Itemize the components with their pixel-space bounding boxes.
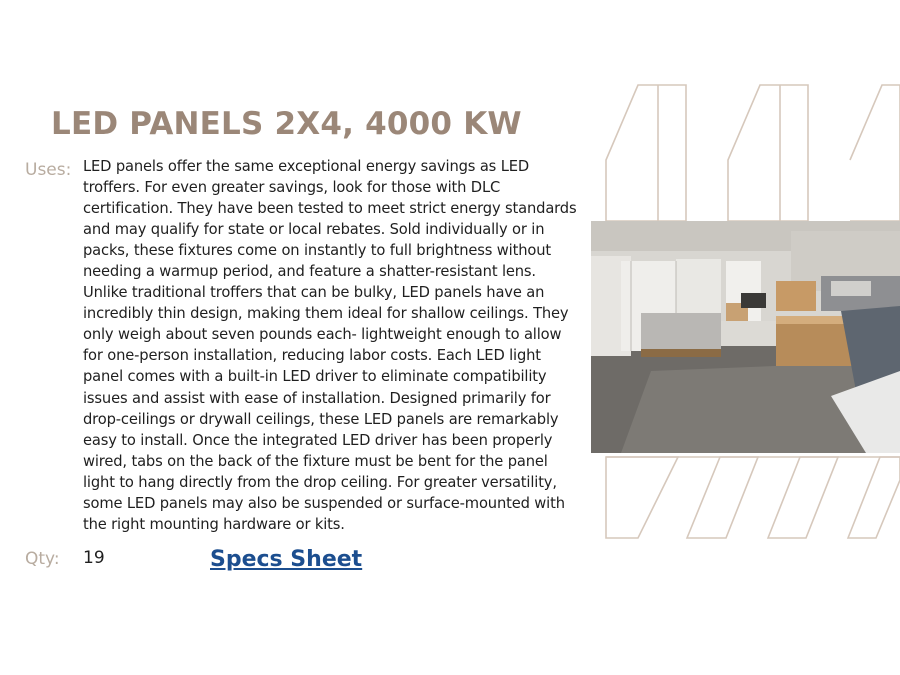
decor-shape-upper-2 xyxy=(728,85,808,221)
warehouse-photo-illustration xyxy=(591,221,900,453)
decor-shape-upper-3 xyxy=(850,85,900,221)
product-description: LED panels offer the same exceptional energy savings as LED troffers. For even greater savings, look for those with DLC certification. They have been tested to meet strict energy standards and may qualify for state or local rebates. Sold individually or in packs, these fixtures come on instantly to full brightness without needing a warmup period, and feature a shatter-resistant lens. Unlike traditional troffers that can be bulky, LED panels have an incredibly thin design, making them ideal for shallow ceilings. They only weigh about seven pounds each- lightweight enough to allow for one-person installation, reducing labor costs. Each LED light panel comes with a built-in LED driver to eliminate compatibility issues and assist with ease of installation. Designed primarily for drop-ceilings or drywall ceilings, these LED panels are remarkably easy to install. Once the integrated LED driver has been properly wired, tabs on the back of the fixture must be bent for the panel light to hang directly from the drop ceiling. For greater versatility, some LED panels may also be suspended or surface-mounted with the right mounting hardware or kits. xyxy=(83,158,577,533)
decor-shape-lower-1 xyxy=(606,457,678,538)
qty-value: 19 xyxy=(83,548,105,568)
decor-shape-lower-3 xyxy=(768,457,838,538)
decor-shape-lower-2 xyxy=(687,457,758,538)
specs-sheet-link[interactable]: Specs Sheet xyxy=(210,547,363,572)
qty-label: Qty: xyxy=(25,549,60,569)
decor-shape-upper-1 xyxy=(606,85,686,221)
uses-label: Uses: xyxy=(25,160,72,180)
product-title: LED PANELS 2X4, 4000 KW xyxy=(51,106,522,142)
warehouse-photo xyxy=(591,221,900,453)
decor-shape-lower-4 xyxy=(848,457,900,538)
